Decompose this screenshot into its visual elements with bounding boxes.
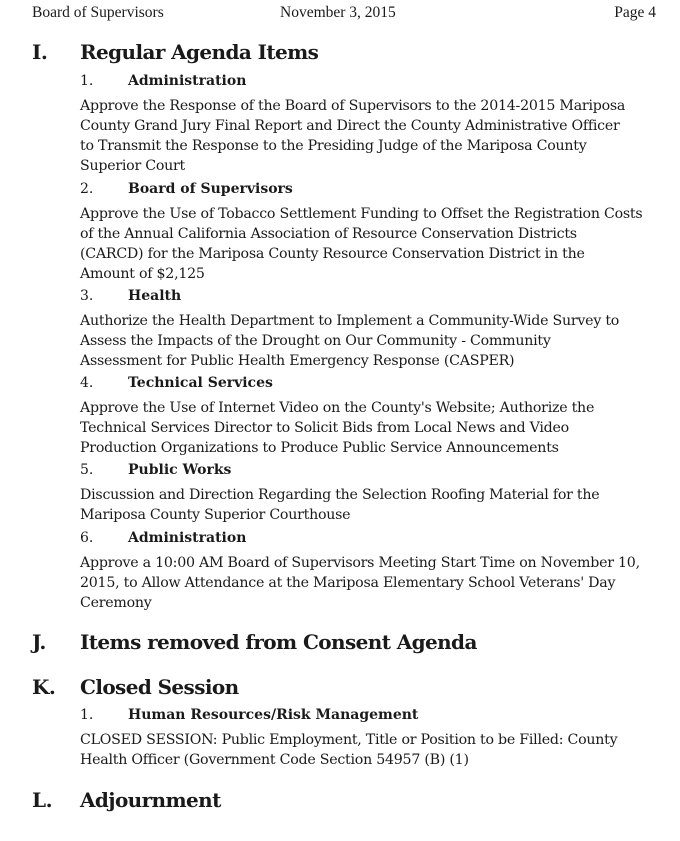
description-line: Discussion and Direction Regarding the Selection Roofing Material for the xyxy=(80,487,600,503)
description-line: Mariposa County Superior Courthouse xyxy=(80,507,351,523)
description-line: Approve a 10:00 AM Board of Supervisors Meeting Start Time on November 10, xyxy=(80,555,640,571)
item-department: Human Resources/Risk Management xyxy=(128,707,419,723)
header-page-number: Page 4 xyxy=(614,4,656,21)
description-line: Assessment for Public Health Emergency Response (CASPER) xyxy=(80,353,515,369)
section-letter: L. xyxy=(32,788,53,812)
description-line: Ceremony xyxy=(80,595,152,611)
description-line: County Grand Jury Final Report and Direct the County Administrative Officer xyxy=(80,118,620,134)
item-number: 5. xyxy=(80,462,94,478)
description-line: Technical Services Director to Solicit Bids from Local News and Video xyxy=(80,420,569,436)
description-line: to Transmit the Response to the Presiding Judge of the Mariposa County xyxy=(80,138,587,154)
item-department: Administration xyxy=(128,530,247,546)
description-line: Approve the Use of Internet Video on the County's Website; Authorize the xyxy=(80,400,595,416)
item-department: Board of Supervisors xyxy=(128,181,293,197)
agenda-item-description xyxy=(80,204,660,284)
description-line: Approve the Use of Tobacco Settlement Funding to Offset the Registration Costs xyxy=(80,206,643,222)
description-line: Approve the Response of the Board of Supervisors to the 2014-2015 Mariposa xyxy=(80,98,626,114)
item-number: 3. xyxy=(80,288,94,304)
description-line: Health Officer (Government Code Section 54957 (B) (1) xyxy=(80,752,469,768)
agenda-item-description xyxy=(80,730,660,770)
description-line: (CARCD) for the Mariposa County Resource Conservation District in the xyxy=(80,246,585,262)
item-number: 4. xyxy=(80,375,94,391)
section-letter: I. xyxy=(32,40,48,64)
page-header xyxy=(32,4,656,24)
agenda-item-description xyxy=(80,553,660,613)
agenda-item-description xyxy=(80,398,660,458)
section-letter: J. xyxy=(32,630,46,654)
description-line: Amount of $2,125 xyxy=(80,266,205,282)
agenda-item-description xyxy=(80,485,660,525)
item-number: 2. xyxy=(80,181,94,197)
section-title: Closed Session xyxy=(80,675,239,699)
item-number: 6. xyxy=(80,530,94,546)
description-line: CLOSED SESSION: Public Employment, Title or Position to be Filled: County xyxy=(80,732,618,748)
section-letter: K. xyxy=(32,675,56,699)
description-line: 2015, to Allow Attendance at the Mariposa Elementary School Veterans' Day xyxy=(80,575,616,591)
description-line: Superior Court xyxy=(80,158,186,174)
section-title: Regular Agenda Items xyxy=(80,40,319,64)
section-title: Items removed from Consent Agenda xyxy=(80,630,477,654)
item-department: Health xyxy=(128,288,182,304)
item-number: 1. xyxy=(80,707,94,723)
description-line: Authorize the Health Department to Implement a Community-Wide Survey to xyxy=(80,313,620,329)
description-line: Assess the Impacts of the Drought on Our Community - Community xyxy=(80,333,551,349)
header-board-name: Board of Supervisors xyxy=(32,4,164,21)
item-department: Administration xyxy=(128,73,247,89)
item-department: Technical Services xyxy=(128,375,273,391)
agenda-item-description xyxy=(80,96,660,176)
section-title: Adjournment xyxy=(80,788,221,812)
description-line: of the Annual California Association of Resource Conservation Districts xyxy=(80,226,577,242)
description-line: Production Organizations to Produce Public Service Announcements xyxy=(80,440,559,456)
item-number: 1. xyxy=(80,73,94,89)
item-department: Public Works xyxy=(128,462,232,478)
agenda-item-description xyxy=(80,311,660,371)
header-date: November 3, 2015 xyxy=(280,4,396,21)
